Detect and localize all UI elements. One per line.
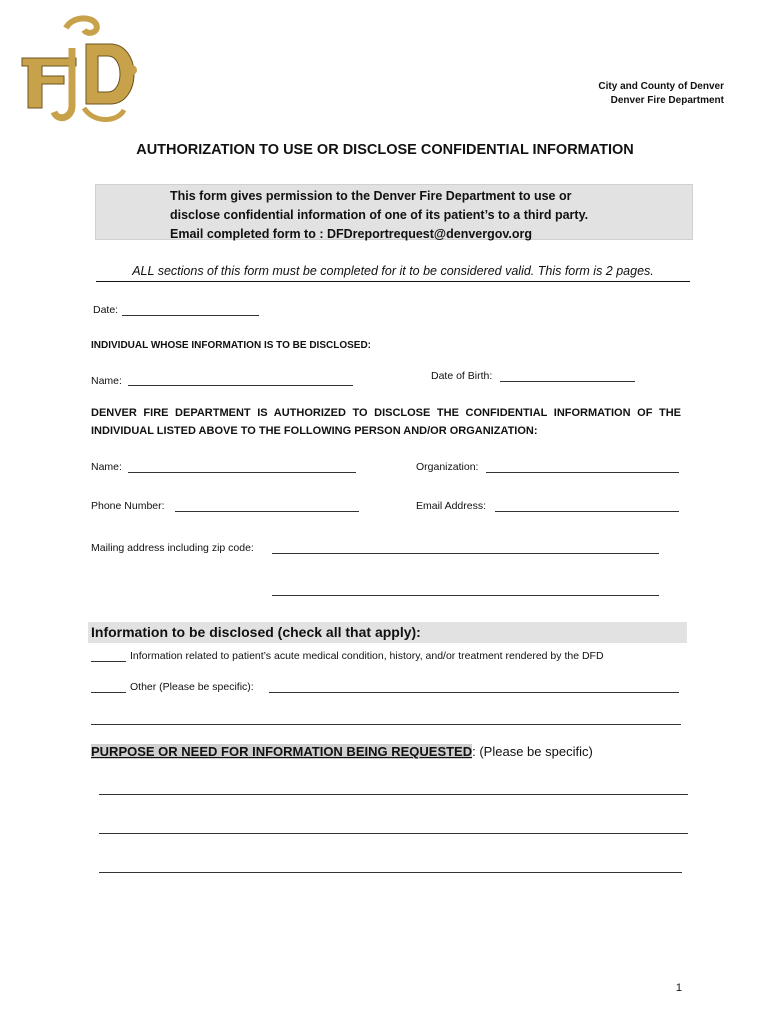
date-label: Date: xyxy=(93,304,119,316)
recipient-name-field[interactable] xyxy=(128,472,356,473)
recipient-name-label: Name: xyxy=(91,461,122,473)
individual-name-field[interactable] xyxy=(128,385,353,386)
individual-name-label: Name: xyxy=(91,375,122,387)
other-specify-field[interactable] xyxy=(269,692,679,693)
agency-block xyxy=(598,80,724,108)
fire-department-logo xyxy=(14,14,144,124)
authorization-line-2: INDIVIDUAL LISTED ABOVE TO THE FOLLOWING PERSON AND/OR ORGANIZATION: xyxy=(91,425,538,437)
purpose-heading-row xyxy=(91,744,593,759)
organization-label: Organization: xyxy=(416,461,479,473)
phone-field[interactable] xyxy=(175,511,359,512)
email-label: Email Address: xyxy=(416,500,487,512)
notice-line-2: disclose confidential information of one of its patient’s to a third party. xyxy=(170,208,589,222)
purpose-suffix: : (Please be specific) xyxy=(472,744,593,759)
option-2-label: Other (Please be specific): xyxy=(130,681,254,693)
option-2-checkbox[interactable] xyxy=(91,692,126,693)
notice-line-3: Email completed form to : DFDreportrequest@denvergov.org xyxy=(170,227,533,241)
agency-city: City and County of Denver xyxy=(598,81,724,92)
mailing-field-line-1[interactable] xyxy=(272,553,659,554)
option-1-checkbox[interactable] xyxy=(91,661,126,662)
purpose-field-line-1[interactable] xyxy=(99,794,688,795)
page-number: 1 xyxy=(675,982,682,994)
authorization-line-1: DENVER FIRE DEPARTMENT IS AUTHORIZED TO DISCLOSE THE CONFIDENTIAL INFORMATION OF THE xyxy=(91,407,681,419)
notice-line-1: This form gives permission to the Denver Fire Department to use or xyxy=(170,189,572,203)
agency-department: Denver Fire Department xyxy=(610,95,724,106)
disclosure-heading: Information to be disclosed (check all that apply): xyxy=(88,622,687,643)
mailing-field-line-2[interactable] xyxy=(272,595,659,596)
email-field[interactable] xyxy=(495,511,679,512)
dob-field[interactable] xyxy=(500,381,635,382)
other-specify-field-line-2[interactable] xyxy=(91,724,681,725)
validity-note: ALL sections of this form must be completed for it to be considered valid. This form is 2 pages. xyxy=(96,264,690,282)
date-field[interactable] xyxy=(122,315,259,316)
organization-field[interactable] xyxy=(486,472,679,473)
purpose-field-line-3[interactable] xyxy=(99,872,682,873)
phone-label: Phone Number: xyxy=(91,500,165,512)
dob-label: Date of Birth: xyxy=(431,370,493,382)
purpose-field-line-2[interactable] xyxy=(99,833,688,834)
authorization-statement xyxy=(91,404,681,440)
form-title: AUTHORIZATION TO USE OR DISCLOSE CONFIDENTIAL INFORMATION xyxy=(136,142,634,158)
notice-box xyxy=(95,184,693,240)
purpose-heading: PURPOSE OR NEED FOR INFORMATION BEING REQUESTED xyxy=(91,744,473,759)
option-1-label: Information related to patient’s acute medical condition, history, and/or treatment rendered by the DFD xyxy=(130,650,604,662)
individual-heading: INDIVIDUAL WHOSE INFORMATION IS TO BE DISCLOSED: xyxy=(91,340,372,351)
mailing-label: Mailing address including zip code: xyxy=(91,542,254,554)
